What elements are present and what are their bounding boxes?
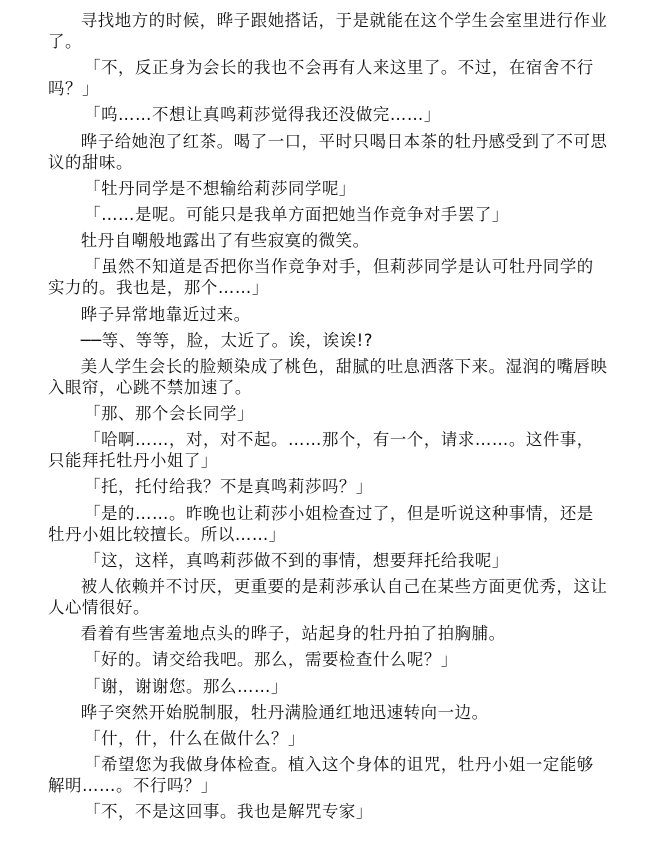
paragraph: 晔子异常地靠近过来。 xyxy=(80,304,251,324)
paragraph: 晔子突然开始脱制服，牡丹满脸通红地迅速转向一边。 xyxy=(80,702,489,722)
paragraph: 「是的……。昨晚也让莉莎小姐检查过了，但是听说这种事情，还是牡丹小姐比较擅长。所以……」 xyxy=(48,503,594,544)
paragraph: 「呜……不想让真鸣莉莎觉得我还没做完……」 xyxy=(84,105,441,125)
paragraph: ──等、等等，脸，太近了。诶，诶诶!? xyxy=(80,330,374,350)
paragraph: 「谢，谢谢您。那么……」 xyxy=(84,676,288,696)
paragraph: 「这，这样，真鸣莉莎做不到的事情，想要拜托给我呢」 xyxy=(84,550,509,570)
paragraph: 寻找地方的时候，晔子跟她搭话，于是就能在这个学生会室里进行作业了。 xyxy=(48,11,608,51)
paragraph: 「托，托付给我？不是真鸣莉莎吗？」 xyxy=(84,477,373,497)
paragraph: 被人依赖并不讨厌，更重要的是莉莎承认自己在某些方面更优秀，这让人心情很好。 xyxy=(48,577,608,617)
text-body xyxy=(48,10,610,828)
paragraph: 晔子给她泡了红茶。喝了一口，平时只喝日本茶的牡丹感受到了不可思议的甜味。 xyxy=(48,131,608,172)
paragraph: 「哈啊……，对，对不起。……那个，有一个，请求……。这件事，只能拜托牡丹小姐了」 xyxy=(48,430,594,471)
paragraph: 「不，反正身为会长的我也不会再有人来这里了。不过，在宿舍不行吗？」 xyxy=(48,58,594,99)
paragraph: 牡丹自嘲般地露出了有些寂寞的微笑。 xyxy=(80,231,370,251)
paragraph: 看着有些害羞地点头的晔子，站起身的牡丹拍了拍胸脯。 xyxy=(80,624,506,644)
paragraph: 「那、那个会长同学」 xyxy=(84,404,254,424)
paragraph: 「虽然不知道是否把你当作竞争对手，但莉莎同学是认可牡丹同学的实力的。我也是，那个……」 xyxy=(48,257,594,298)
paragraph: 「希望您为我做身体检查。植入这个身体的诅咒，牡丹小姐一定能够解明……。不行吗？」 xyxy=(48,755,594,796)
paragraph: 「好的。请交给我吧。那么，需要检查什么呢？」 xyxy=(84,650,458,670)
paragraph: 「不，不是这回事。我也是解咒专家」 xyxy=(84,802,373,822)
paragraph: 美人学生会长的脸颊染成了桃色，甜腻的吐息洒落下来。湿润的嘴唇映入眼帘，心跳不禁加速了。 xyxy=(48,356,608,397)
paragraph: 「牡丹同学是不想输给莉莎同学呢」 xyxy=(84,178,356,198)
paragraph: 「……是呢。可能只是我单方面把她当作竞争对手罢了」 xyxy=(84,204,509,224)
paragraph: 「什，什，什么在做什么？」 xyxy=(84,728,305,748)
